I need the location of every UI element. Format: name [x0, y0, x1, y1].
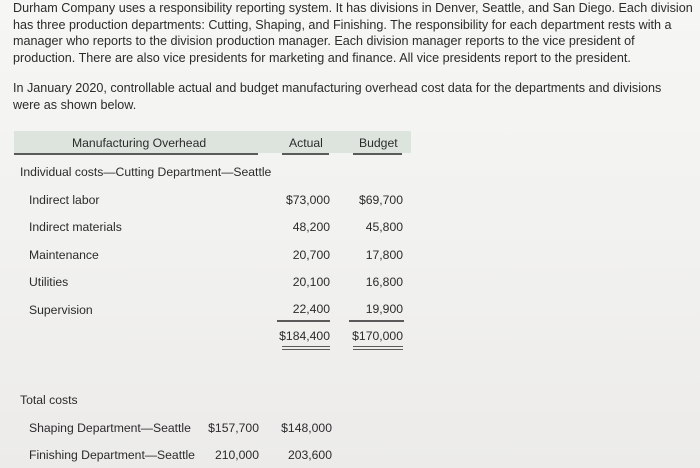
row-budget: 45,800: [365, 220, 403, 234]
total-actual: $184,400: [279, 329, 330, 343]
row-label: Utilities: [29, 275, 69, 289]
total-row-prior: 210,000: [214, 448, 259, 462]
row-actual: 22,400: [292, 302, 330, 316]
total-row-prior: $157,700: [208, 421, 259, 435]
section-title: Individual costs—Cutting Department—Seattle: [20, 165, 272, 179]
intro-paragraph-1: Durham Company uses a responsibility reporting system. It has divisions in Denver, Seattle, and San Diego. Each division has three production departments: Cutting, Shaping, and Finishing. The responsibility for each department rests with a manager who reports to the division production manager. Each division manager reports to the vice president of production. There are also vice presidents for marketing and finance. All vice presidents report to the president.: [13, 1, 693, 65]
total-budget: $170,000: [352, 329, 403, 343]
total-double-underline-budget-2: [353, 349, 403, 350]
row-actual: 20,100: [292, 275, 330, 289]
row-label: Supervision: [29, 303, 93, 317]
subtotal-underline-actual: [277, 320, 330, 322]
row-budget: 17,800: [365, 248, 403, 262]
total-row-actual: 203,600: [287, 448, 332, 462]
header-underline-label: [14, 153, 258, 155]
total-double-underline-actual-1: [282, 346, 330, 347]
total-row-label: Shaping Department—Seattle: [29, 421, 191, 435]
header-underline-actual: [282, 153, 329, 155]
row-actual: 20,700: [292, 248, 330, 262]
subtotal-underline-budget: [349, 320, 404, 322]
row-label: Maintenance: [29, 248, 99, 262]
total-double-underline-actual-2: [282, 349, 330, 350]
total-costs-title: Total costs: [20, 393, 78, 407]
row-label: Indirect materials: [29, 220, 122, 234]
row-budget: 19,900: [365, 302, 403, 316]
row-label: Indirect labor: [29, 193, 100, 207]
total-double-underline-budget-1: [353, 346, 403, 347]
header-budget: Budget: [359, 136, 398, 150]
row-actual: 48,200: [292, 220, 330, 234]
total-row-actual: $148,000: [281, 421, 332, 435]
intro-paragraph-2: In January 2020, controllable actual and budget manufacturing overhead cost data for the departments and divisions were as shown below.: [13, 81, 662, 112]
header-actual: Actual: [289, 136, 323, 150]
row-budget: 16,800: [365, 275, 403, 289]
total-row-label: Finishing Department—Seattle: [29, 448, 195, 462]
row-actual: $73,000: [285, 193, 330, 207]
row-budget: $69,700: [358, 193, 403, 207]
header-manufacturing-overhead: Manufacturing Overhead: [72, 136, 207, 150]
header-underline-budget: [353, 153, 402, 155]
